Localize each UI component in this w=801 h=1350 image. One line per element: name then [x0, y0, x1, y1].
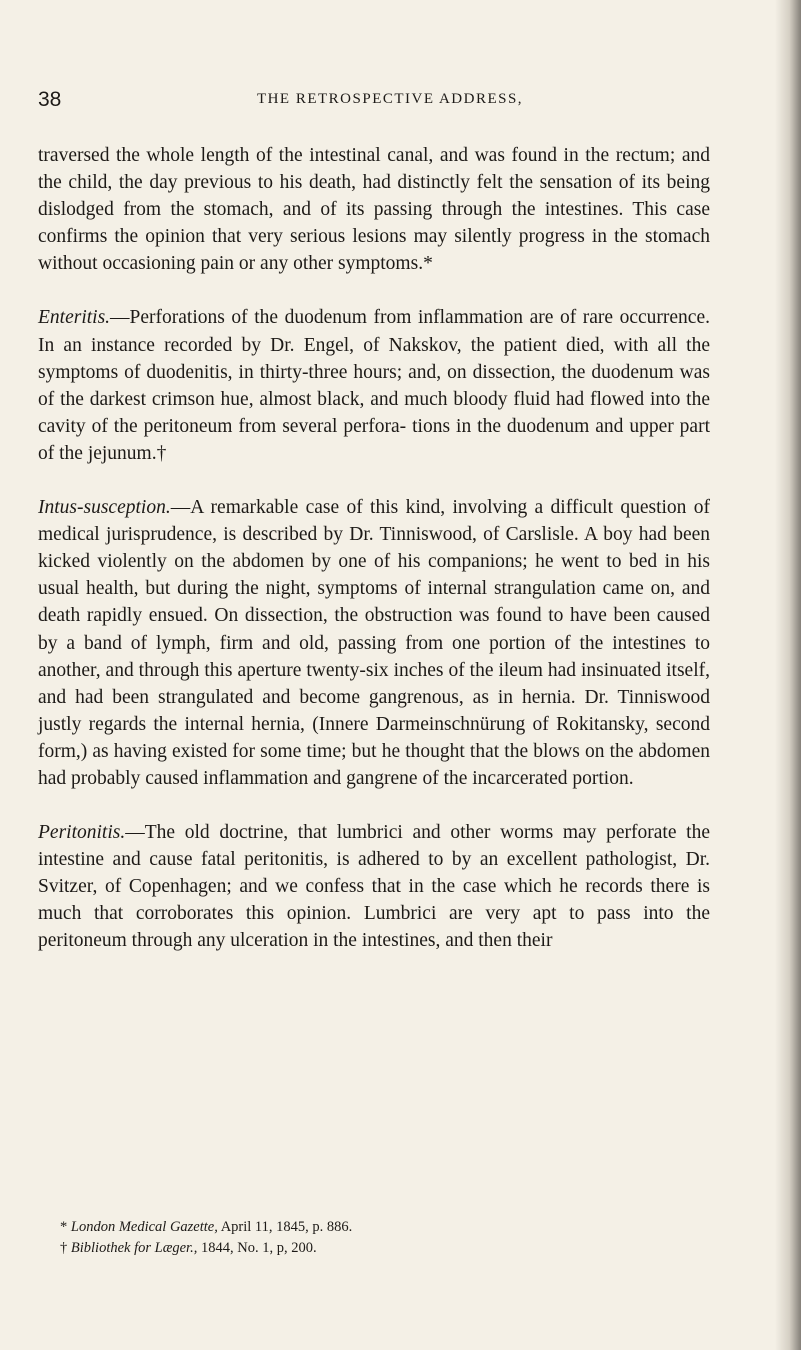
paragraph-text: —The old doctrine, that lumbrici and other worms may perforate the intestine and cause fatal peritonitis, is adhered to by an excellent pathologist, Dr. Svitzer, of Copenhagen; and we confess that in the case which he records there is much that corroborates this opinion. Lumbrici are very apt to pass into the peritoneum through any ulceration in the intestines, and then their — [38, 822, 710, 952]
footnote-title: London Medical Gazette, — [70, 1219, 218, 1235]
footnote — [38, 1217, 710, 1238]
paragraph-continuation — [38, 142, 710, 277]
footnote-rest: April 11, 1845, p. 886. — [217, 1219, 353, 1235]
footnote-mark: † — [60, 1240, 68, 1256]
footnote-mark: * — [60, 1219, 68, 1235]
paragraph-intus-susception — [38, 494, 710, 792]
footnote — [38, 1238, 710, 1259]
paragraph-peritonitis — [38, 819, 710, 954]
section-term: Enteritis. — [38, 307, 111, 329]
paragraph-enteritis — [38, 304, 710, 467]
body-text — [38, 142, 710, 955]
section-term: Peritonitis. — [38, 822, 126, 844]
page-header — [38, 88, 718, 114]
paragraph-text: traversed the whole length of the intestinal canal, and was found in the rectum; and the child, the day previous to his death, had distinctly felt the sensation of its being dislodged from the stomach, and of its passing through the intestines. This case confirms the opinion that very serious lesions may silently progress in the stomach without occasioning pain or any other symptoms.* — [38, 145, 710, 275]
binding-shadow — [775, 0, 801, 1350]
running-head: THE RETROSPECTIVE ADDRESS, — [256, 91, 524, 107]
paragraph-text: —A remarkable case of this kind, involving a difficult question of medical jurisprudence, is described by Dr. Tinniswood, of Carslisle. A boy had been kicked violently on the abdomen by one of his companions; he went to bed in his usual health, but during the night, symptoms of internal strangulation came on, and death rapidly ensued. On dissection, the obstruction was found to have been caused by a band of lymph, firm and old, passing from one portion of the intestines to another, and through this aperture twenty-six inches of the ileum had insinuated itself, and had been strangulated and become gangrenous, as in hernia. Dr. Tinniswood justly regards the internal hernia, (Innere Darmeinschnürung of Rokitansky, second form,) as having existed for some time; but he thought that the blows on the abdomen had probably caused inflammation and gangrene of the incarcerated portion. — [38, 497, 710, 789]
footnote-rest: 1844, No. 1, p, 200. — [197, 1240, 317, 1256]
section-term: Intus-susception. — [38, 497, 171, 519]
footnote-title: Bibliothek for Læger., — [70, 1240, 198, 1256]
paragraph-text: —Perforations of the duodenum from inflammation are of rare occurrence. In an instance recorded by Dr. Engel, of Nakskov, the patient died, with all the symptoms of duodenitis, in thirty-three hours; and, on dissection, the duodenum was of the darkest crimson hue, almost black, and much bloody fluid had flowed into the cavity of the peritoneum from several perfora- tions in the duodenum and upper part of the jejunum.† — [38, 307, 710, 464]
page-number: 38 — [38, 88, 62, 111]
footnotes — [38, 1217, 710, 1259]
